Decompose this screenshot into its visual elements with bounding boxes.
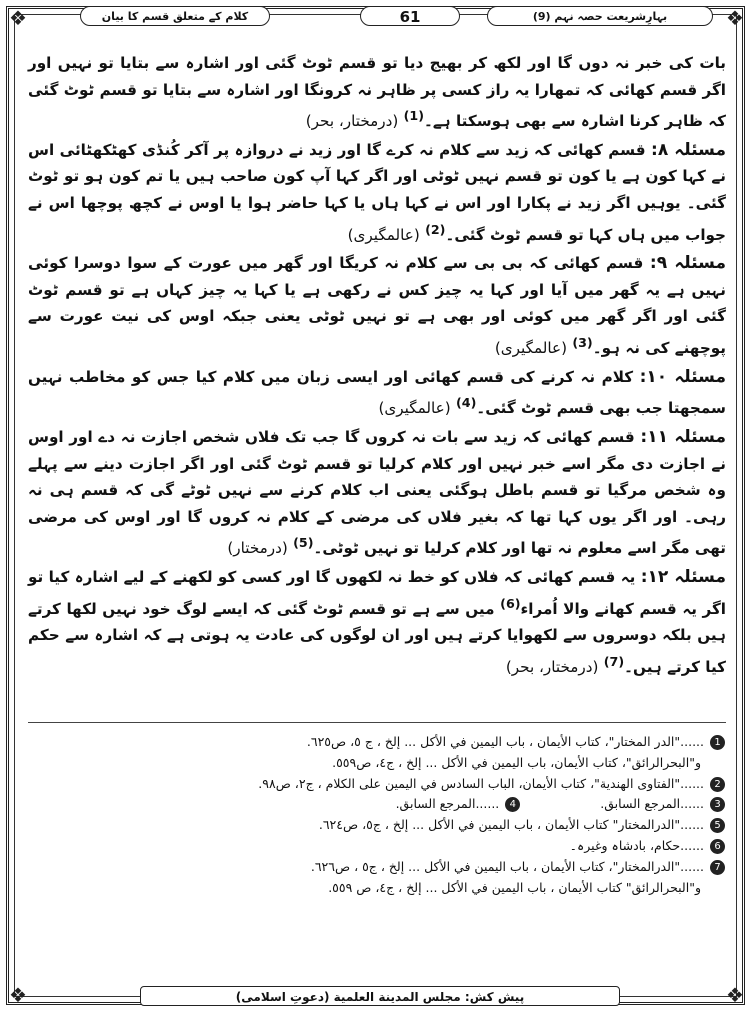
corner-ornament-icon: ❖ xyxy=(9,6,27,30)
source-ref: (درمختار، بحر) xyxy=(505,657,599,676)
footnote-number: 4 xyxy=(505,797,520,812)
paragraph: مسئلہ ۱۰: کلام نہ کرنے کی قسم کھائی اور ایسی زبان میں کلام کیا جس کو مخاطب نہیں سمجھتا جب بھی قسم ٹوٹ گئی۔$^{(4)}$ (عالمگیری) xyxy=(28,366,726,418)
masala-label: مسئلہ ۱۲: xyxy=(640,567,726,587)
footnote: و"البحرالرائق" كتاب الأيمان ، باب اليمين في الأكل ... إلخ ، ج٤، ص ٥٥٩. xyxy=(328,879,701,895)
masala-label: مسئلہ ۱۱: xyxy=(640,426,727,447)
footnote-ref[interactable]: (7) xyxy=(603,653,625,669)
footnote-ref[interactable]: (3) xyxy=(572,335,593,351)
footnote: 2......"الفتاوى الهندية"، كتاب الأيمان، الباب السادس في اليمين على الكلام ، ج٢، ص٩٨. xyxy=(27,774,725,795)
footnotes xyxy=(27,732,725,898)
paragraph: بات کی خبر نہ دوں گا اور لکھ کر بھیج دیا تو قسم ٹوٹ گئی اور اشارہ سے بتایا تو نہیں اور اگر قسم کھائی کہ تمھارا یہ راز کسی پر ظاہر نہ کرونگا اور اشارہ سے بتایا تو قسم ٹوٹ گئی کہ ظاہر کرنا اشارہ سے بھی ہوسکتا ہے۔$^{(1)}$ (درمختار، بحر) xyxy=(28,54,726,131)
footnote-number: 1 xyxy=(710,735,725,750)
source-ref: (درمختار) xyxy=(227,539,288,558)
paragraph: مسئلہ ۱۱: قسم کھائی کہ زید سے بات نہ کروں گا جب تک فلاں شخص اجازت نہ دے اور اوس نے اجازت دی مگر اسے خبر نہیں اور کلام کرلیا تو قسم ٹوٹ گئی اور اگر اجازت دینے سے پہلے وہ شخص مرگیا تو قسم باطل ہوگئی یعنی اب کلام کرنے سے نہیں ٹوٹے گی کہ قسم ہی نہ رہی۔ اور اگر یوں کہا تھا کہ بغیر فلاں کی مرضی کے کلام نہ کروں گا اور اوس کی مرضی تھی مگر اسے معلوم نہ تھا اور کلام کرلیا تو نہیں ٹوٹی۔$^{(5)}$ (درمختار) xyxy=(28,426,727,558)
source-ref: (عالمگیری) xyxy=(347,225,420,244)
corner-ornament-icon: ❖ xyxy=(9,983,27,1007)
corner-ornament-icon: ❖ xyxy=(726,6,744,30)
footnote-number: 2 xyxy=(710,777,725,792)
footnote: 7......"الدرالمختار"، كتاب الأيمان ، باب اليمين في الأكل ... إلخ ، ج٥ ، ص٦٢٦. xyxy=(27,857,725,878)
main-text xyxy=(28,50,726,683)
footnote: 3......المرجع السابق.4......المرجع السابق. xyxy=(27,794,725,815)
footnote-ref[interactable]: (2) xyxy=(425,221,446,237)
masala-label: مسئلہ ۱۰: xyxy=(639,366,726,387)
book-title: بہارِشریعت حصہ نہم (9) xyxy=(487,6,713,26)
page-number: 61 xyxy=(360,6,460,26)
source-ref: (درمختار، بحر) xyxy=(305,112,399,131)
footnote-ref[interactable]: (4) xyxy=(455,395,477,411)
footnote-number: 5 xyxy=(710,818,725,833)
corner-ornament-icon: ❖ xyxy=(726,983,744,1007)
footnote-number: 7 xyxy=(710,860,725,875)
publisher-footer: پیش کش: مجلس المدينة العلمية (دعوتِ اسلامی) xyxy=(140,986,620,1006)
paragraph: مسئلہ ۸: قسم کھائی کہ زید سے کلام نہ کرے گا اور زید نے دروازہ پر آکر کُنڈی کھٹکھٹائی اس نے کہا کون ہے یا کون تو قسم نہیں ٹوٹی اور اگر کہا آپ کون صاحب ہیں یا تم کون ہو تو ٹوٹ گئی۔ یوہیں اگر زید نے پکارا اور اس نے کہا ہاں یا کہا حاضر ہوا یا اوس نے کچھ پوچھا اس نے جواب میں ہاں کہا تو قسم ٹوٹ گئی۔$^{(2)}$ (عالمگیری) xyxy=(28,139,726,244)
footnote-ref[interactable]: (5) xyxy=(293,535,314,551)
footnote: 1......"الدر المختار"، كتاب الأيمان ، باب اليمين في الأكل ... إلخ ، ج ٥، ص٦٢٥. xyxy=(27,732,725,753)
footnote-ref[interactable]: (1) xyxy=(403,108,424,124)
footnote-ref[interactable]: (6) xyxy=(500,595,521,611)
chapter-title: کلام کے متعلق قسم کا بیان xyxy=(80,6,270,26)
footnote: 6......حکام، بادشاہ وغیرہ۔ xyxy=(27,836,725,857)
footnote: و"البحرالرائق"، كتاب الأيمان، باب اليمين في الأكل ... إلخ ، ج٤، ص٥٥٩. xyxy=(332,754,701,770)
footnote-number: 6 xyxy=(710,839,725,854)
paragraph: مسئلہ ۱۲: یہ قسم کھائی کہ فلاں کو خط نہ لکھوں گا اور کسی کو لکھنے کے لیے اشارہ کیا تو اگر یہ قسم کھانے والا اُمراء$^{(6)}$ میں سے ہے تو قسم ٹوٹ گئی کہ ایسے لوگ خود نہیں لکھا کرتے ہیں بلکہ دوسروں سے لکھوایا کرتے ہیں اور ان لوگوں کی عادت یہ ہوتی ہے کہ اشارہ سے حکم کیا کرتے ہیں۔$^{(7)}$ (درمختار، بحر) xyxy=(28,567,727,676)
masala-label: مسئلہ ۹: xyxy=(649,253,727,274)
page-header xyxy=(40,6,713,28)
masala-label: مسئلہ ۸: xyxy=(651,139,726,160)
paragraph: مسئلہ ۹: قسم کھائی کہ بی بی سے کلام نہ کریگا اور گھر میں عورت کے سوا دوسرا کوئی نہیں ہے یہ گھر میں آیا اور کہا یہ چیز کس نے رکھی ہے یا کہا یہ چیز کہاں ہے تو قسم ٹوٹ گئی اور اگر گھر میں کوئی اور بھی ہے تو نہیں ٹوٹی یعنی جبکہ اوس کی نیت عورت سے پوچھنے کی نہ ہو۔$^{(3)}$ (عالمگیری) xyxy=(28,253,727,358)
source-ref: (عالمگیری) xyxy=(494,339,568,358)
footnote-separator xyxy=(28,722,726,723)
footnote-number: 3 xyxy=(710,797,725,812)
source-ref: (عالمگیری) xyxy=(378,399,451,418)
footnote: 5......"الدرالمختار" كتاب الأيمان ، باب اليمين في الأكل ... إلخ ، ج٥، ص٦٢٤. xyxy=(27,815,725,836)
